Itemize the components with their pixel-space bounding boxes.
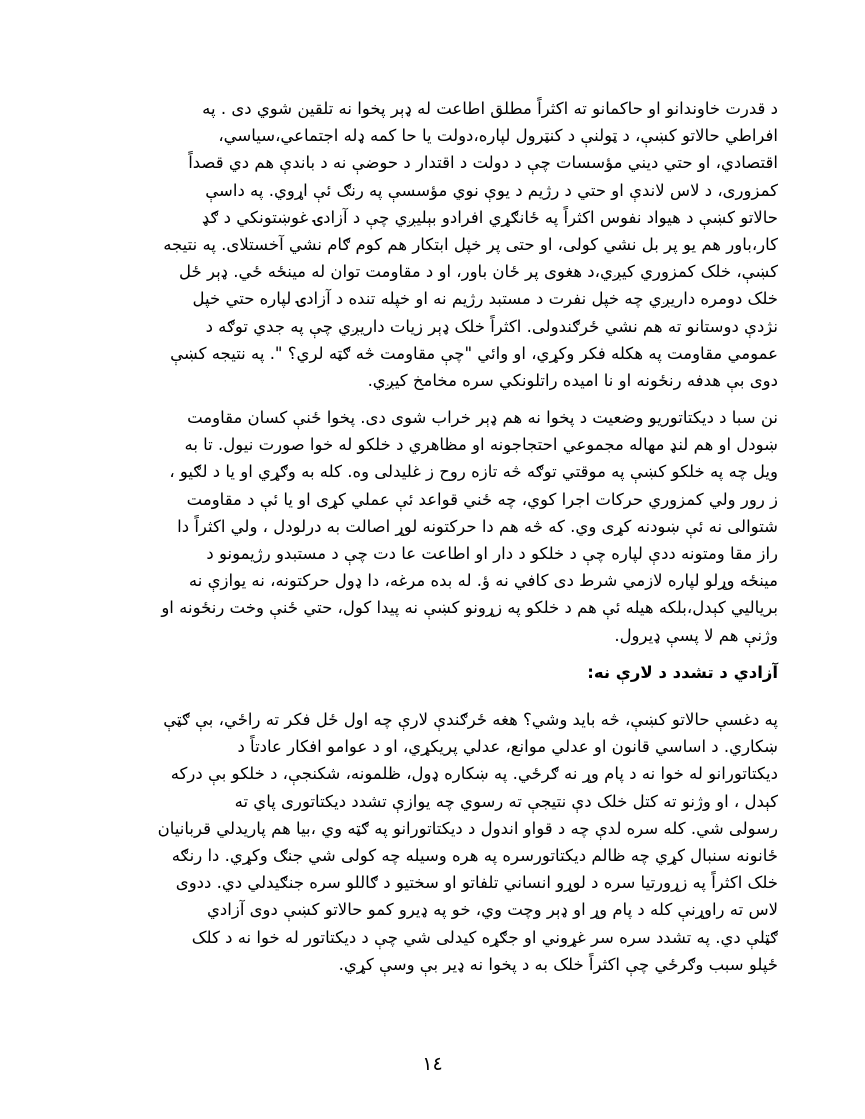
text-line: کښې، خلک کمزوري کيږي،د هغوی پر ځان باور، او د مقاومت توان له مينځه ځي. ډېر ځل [179, 262, 778, 282]
text-line: نن سبا د ديکتاتوريو وضعيت د پخوا نه هم ډېر خراب شوی دی. پخوا ځنې کسان مقاومت [187, 408, 778, 427]
text-line: ګټلې دي. په تشدد سره سر غړوني او جګړه کيدلی شي چې د ديکتاتور له خوا نه د کلک [191, 927, 778, 947]
text-line: د قدرت خاوندانو او حاکمانو ته اکثراً مطلق اطاعت له ډېر پخوا نه تلقين شوي دی . په [202, 99, 778, 118]
text-line: ز رور ولي کمزوري حرکات اجرا کوي، چه ځني قواعد ئې عملي کړی او يا ئې د مقاومت [186, 489, 778, 509]
text-line: افراطي حالاتو کښې، د ټولنې د کنټرول لپاره،دولت يا حا کمه ډله اجتماعي،سياسي، [218, 126, 778, 146]
text-line: راز مقا ومتونه ددې لپاره چې د خلکو د دار او اطاعت عا دت چې د مستبدو رژيمونو د [206, 543, 778, 563]
text-line: خلک دومره داريږي چه خپل نفرت د مستبد رژيم نه او خپله تنده د آزادۍ لپاره حتي خپل [192, 289, 778, 309]
page-number: ١٤ [422, 1053, 443, 1075]
paragraph [98, 706, 778, 978]
text-line: دوی بې هدفه رنځونه او نا اميده راتلونکي سره مخامخ کيږي. [367, 370, 778, 390]
text-line: نژدې دوستانو ته هم نشي ځرګندولی. اکثراً خلک ډېر زيات داريږي چې په جدي توګه د [205, 316, 778, 336]
text-line: ځانونه سنبال کړي چه ظالم ديکتاتورسره په هره وسيله چه کولی شي جنګ وکړي. دا رنګه [171, 845, 778, 865]
text-line: په دغسې حالاتو کښې، څه بايد وشي؟ هغه ځرګندې لارې چه اول ځل فکر ته راځي، بې ګټې [163, 710, 778, 729]
text-line: خلک اکثراً په زړورتيا سره د لوړو انساني تلفاتو او سختيو د ګاللو سره جنګيدلي دي. ددوی [175, 873, 778, 893]
text-line: ښکاري. د اساسي قانون او عدلي موانع، عدلي پريکړي، او د عوامو افکار عادتاً د [237, 737, 778, 757]
text-line: کار،باور هم يو پر بل نشي کولی، او حتی پر خپل ابتکار هم کوم ګام نشي آخستلای. په نتيجه [163, 234, 778, 254]
section-heading: آزادي د تشدد د لارې نه: [587, 663, 778, 682]
text-line: مينځه وړلو لپاره لازمي شرط دی کافي نه ؤ. له بده مرغه، دا ډول حرکتونه، نه يوازې نه [188, 571, 778, 591]
text-line: برياليي کېدل،بلکه هيله ئې هم د خلکو په زړونو کښې نه پيدا کول، حتي ځنې وخت رنځونه او [161, 598, 778, 618]
text-line: ويل چه په خلکو کښې په موقتي توګه څه تازه روح ز غليدلی وه. کله به وګړي او يا د لګيو ، [169, 462, 778, 482]
text-line: ځپلو سبب وګرځي چې اکثراً خلک به د پخوا نه ډير بې وسې کړي. [338, 954, 778, 974]
text-line: حالاتو کښې د هيواد نفوس اکثراً په ځانګړي افرادو بېليږي چې د آزادۍ غوښتونکي د ګډ [201, 207, 778, 227]
text-line: ديکتاتورانو له خوا نه د پام وړ نه ګرځي. په ښکاره ډول، ظلمونه، شکنجې، د خلکو بې درکه [170, 764, 778, 784]
text-line: رسولى شي. کله سره لدې چه د قواو اندول د ديکتاتورانو په ګټه وي ،بيا هم پاريدلي قربانيان [157, 818, 778, 838]
text-line: لاس ته راوړنې کله د پام وړ او ډېر وچت وي، خو په ډيرو کمو حالاتو کښې دوی آزادي [207, 900, 778, 920]
text-line: وژنې هم لا پسې ډيرول. [614, 625, 778, 645]
text-line: عمومي مقاومت په هکله فکر وکړي، او وائي "چې مقاومت څه ګټه لري؟ ". په نتيجه کښې [170, 343, 778, 363]
text-line: اقتصادي، او حتي ديني مؤسسات چې د دولت د اقتدار د حوضې نه د باندې هم دي قصداً [188, 153, 778, 173]
text-line: شتوالی نه ئې ښودنه کړی وي. که څه هم دا حرکتونه لوړ اصالت به درلودل ، ولي اکثراً دا [177, 516, 778, 536]
paragraph [98, 95, 778, 394]
paragraph [98, 404, 778, 649]
text-line: ښودل او هم لنډ مهاله مجموعي احتجاجونه او مظاهري د خلکو له خوا صورت نيول. تا به [184, 435, 778, 455]
text-line: کمزوری، د لاس لاندې او حتي د رژيم د يوې نوي مؤسسې په رنګ ئې اړوي. په داسې [205, 180, 778, 200]
text-line: کېدل ، او وژنو ته کتل خلک دې نتيجې ته رسوي چه يوازې تشدد ديکتاتورى پاي ته [234, 791, 778, 811]
